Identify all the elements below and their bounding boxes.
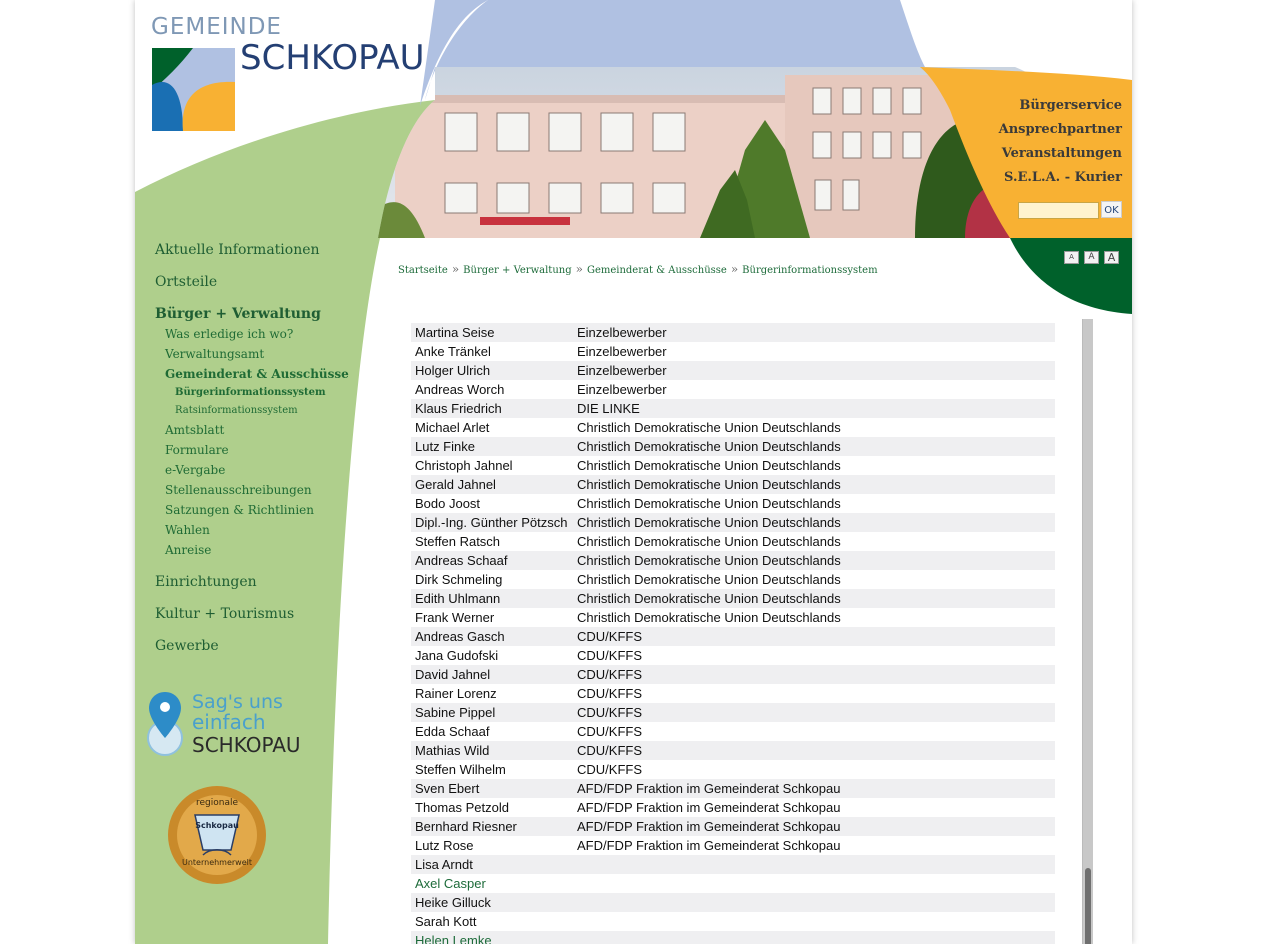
table-row bbox=[411, 494, 1055, 513]
member-party bbox=[573, 893, 1055, 912]
quicknav-ansprechpartner[interactable]: Ansprechpartner bbox=[998, 122, 1122, 137]
member-party bbox=[573, 931, 1055, 944]
seal-mid-text: Schkopau bbox=[195, 821, 239, 830]
nav-formulare[interactable]: Formulare bbox=[165, 443, 229, 457]
member-party: CDU/KFFS bbox=[573, 760, 1055, 779]
seal-bottom-text: Unternehmerwelt bbox=[181, 858, 253, 867]
table-row bbox=[411, 646, 1055, 665]
table-row bbox=[411, 608, 1055, 627]
table-row bbox=[411, 342, 1055, 361]
member-party: Christlich Demokratische Union Deutschlands bbox=[573, 589, 1055, 608]
table-row bbox=[411, 627, 1055, 646]
member-name: Sven Ebert bbox=[411, 779, 573, 798]
member-name: Andreas Gasch bbox=[411, 627, 573, 646]
sags-line3: SCHKOPAU bbox=[192, 733, 301, 757]
member-name: Edith Uhlmann bbox=[411, 589, 573, 608]
member-name: Dirk Schmeling bbox=[411, 570, 573, 589]
table-row bbox=[411, 817, 1055, 836]
member-name: Andreas Schaaf bbox=[411, 551, 573, 570]
member-name: Rainer Lorenz bbox=[411, 684, 573, 703]
member-party: AFD/FDP Fraktion im Gemeinderat Schkopau bbox=[573, 836, 1055, 855]
member-name: Heike Gilluck bbox=[411, 893, 573, 912]
member-party: Christlich Demokratische Union Deutschlands bbox=[573, 551, 1055, 570]
member-name: Sarah Kott bbox=[411, 912, 573, 931]
members-table bbox=[411, 323, 1055, 944]
table-row bbox=[411, 722, 1055, 741]
nav-einrichtungen[interactable]: Einrichtungen bbox=[155, 574, 257, 590]
quicknav-veranstaltungen[interactable]: Veranstaltungen bbox=[1001, 146, 1122, 161]
member-name: David Jahnel bbox=[411, 665, 573, 684]
member-name: Frank Werner bbox=[411, 608, 573, 627]
search-input[interactable] bbox=[1018, 202, 1099, 219]
member-name: Lutz Finke bbox=[411, 437, 573, 456]
member-party: Christlich Demokratische Union Deutschlands bbox=[573, 570, 1055, 589]
nav-ortsteile[interactable]: Ortsteile bbox=[155, 274, 218, 290]
nav-amtsblatt[interactable]: Amtsblatt bbox=[165, 423, 225, 437]
member-party bbox=[573, 874, 1055, 893]
table-row bbox=[411, 893, 1055, 912]
member-party: Christlich Demokratische Union Deutschlands bbox=[573, 456, 1055, 475]
sags-line2: einfach bbox=[192, 710, 266, 734]
member-party: CDU/KFFS bbox=[573, 684, 1055, 703]
table-row bbox=[411, 760, 1055, 779]
scrollbar-thumb[interactable] bbox=[1085, 868, 1091, 944]
member-name: Martina Seise bbox=[411, 323, 573, 342]
nav-gemeinderat-ausschuesse[interactable]: Gemeinderat & Ausschüsse bbox=[165, 367, 349, 381]
nav-buerger-verwaltung[interactable]: Bürger + Verwaltung bbox=[155, 306, 321, 322]
sags-line1: Sag's uns bbox=[192, 691, 283, 713]
table-row bbox=[411, 779, 1055, 798]
breadcrumb-separator: » bbox=[575, 262, 583, 276]
font-large-button[interactable]: A bbox=[1104, 251, 1119, 264]
search-ok-button[interactable]: OK bbox=[1101, 201, 1122, 218]
member-party bbox=[573, 912, 1055, 931]
table-row bbox=[411, 418, 1055, 437]
members-content bbox=[411, 323, 1055, 944]
member-name: Jana Gudofski bbox=[411, 646, 573, 665]
member-party: CDU/KFFS bbox=[573, 741, 1055, 760]
font-size-controls bbox=[1064, 251, 1119, 264]
member-name: Steffen Ratsch bbox=[411, 532, 573, 551]
member-party: AFD/FDP Fraktion im Gemeinderat Schkopau bbox=[573, 779, 1055, 798]
breadcrumb-startseite[interactable]: Startseite bbox=[398, 265, 448, 276]
logo-gemeinde: GEMEINDE bbox=[151, 14, 282, 40]
member-name: Dipl.-Ing. Günther Pötzsch bbox=[411, 513, 573, 532]
table-row bbox=[411, 323, 1055, 342]
table-row bbox=[411, 931, 1055, 944]
member-name: Lisa Arndt bbox=[411, 855, 573, 874]
table-row bbox=[411, 665, 1055, 684]
page-frame bbox=[135, 0, 1132, 944]
member-name-cell bbox=[411, 931, 573, 944]
table-row bbox=[411, 475, 1055, 494]
table-row bbox=[411, 361, 1055, 380]
member-party: Christlich Demokratische Union Deutschlands bbox=[573, 494, 1055, 513]
table-row bbox=[411, 532, 1055, 551]
breadcrumb-separator: » bbox=[730, 262, 739, 276]
member-name: Gerald Jahnel bbox=[411, 475, 573, 494]
member-name: Christoph Jahnel bbox=[411, 456, 573, 475]
member-party: AFD/FDP Fraktion im Gemeinderat Schkopau bbox=[573, 798, 1055, 817]
table-row bbox=[411, 570, 1055, 589]
member-party: DIE LINKE bbox=[573, 399, 1055, 418]
member-name: Bodo Joost bbox=[411, 494, 573, 513]
table-row bbox=[411, 437, 1055, 456]
table-row bbox=[411, 589, 1055, 608]
breadcrumb-gemeinderat[interactable]: Gemeinderat & Ausschüsse bbox=[586, 265, 727, 276]
table-row bbox=[411, 798, 1055, 817]
table-row bbox=[411, 703, 1055, 722]
table-row bbox=[411, 551, 1055, 570]
member-party: Christlich Demokratische Union Deutschlands bbox=[573, 437, 1055, 456]
member-party: CDU/KFFS bbox=[573, 665, 1055, 684]
table-row bbox=[411, 855, 1055, 874]
nav-buergerinformationssystem[interactable]: Bürgerinformationssystem bbox=[175, 387, 326, 398]
member-name: Sabine Pippel bbox=[411, 703, 573, 722]
nav-wahlen[interactable]: Wahlen bbox=[165, 523, 210, 537]
member-party: Einzelbewerber bbox=[573, 361, 1055, 380]
member-name: Mathias Wild bbox=[411, 741, 573, 760]
member-party: Einzelbewerber bbox=[573, 380, 1055, 399]
quicknav-buergerservice[interactable]: Bürgerservice bbox=[1019, 98, 1122, 113]
member-name: Bernhard Riesner bbox=[411, 817, 573, 836]
member-name-link[interactable]: Axel Casper bbox=[415, 876, 486, 891]
table-row bbox=[411, 456, 1055, 475]
member-party: Christlich Demokratische Union Deutschlands bbox=[573, 532, 1055, 551]
member-name: Andreas Worch bbox=[411, 380, 573, 399]
nav-was-erledige-ich-wo[interactable]: Was erledige ich wo? bbox=[165, 327, 294, 341]
member-name: Lutz Rose bbox=[411, 836, 573, 855]
member-name: Michael Arlet bbox=[411, 418, 573, 437]
member-party: AFD/FDP Fraktion im Gemeinderat Schkopau bbox=[573, 817, 1055, 836]
member-name-cell bbox=[411, 874, 573, 893]
member-name: Anke Tränkel bbox=[411, 342, 573, 361]
nav-kultur-tourismus[interactable]: Kultur + Tourismus bbox=[155, 606, 295, 622]
quick-nav bbox=[999, 94, 1122, 190]
table-row bbox=[411, 513, 1055, 532]
member-name: Holger Ulrich bbox=[411, 361, 573, 380]
nav-anreise[interactable]: Anreise bbox=[165, 543, 212, 557]
regionale-unternehmerwelt-seal[interactable] bbox=[167, 786, 267, 884]
seal-top-text: regionale bbox=[195, 798, 239, 808]
member-party: Christlich Demokratische Union Deutschlands bbox=[573, 513, 1055, 532]
nav-aktuelle-informationen[interactable]: Aktuelle Informationen bbox=[155, 242, 320, 258]
nav-satzungen-richtlinien[interactable]: Satzungen & Richtlinien bbox=[165, 503, 315, 517]
table-row bbox=[411, 684, 1055, 703]
logo-schkopau[interactable]: SCHKOPAU bbox=[240, 38, 425, 78]
member-party: Christlich Demokratische Union Deutschlands bbox=[573, 418, 1055, 437]
table-row bbox=[411, 836, 1055, 855]
font-small-button[interactable]: A bbox=[1064, 251, 1079, 264]
content-scrollbar[interactable] bbox=[1082, 319, 1093, 944]
member-party: CDU/KFFS bbox=[573, 646, 1055, 665]
table-row bbox=[411, 874, 1055, 893]
nav-ratsinformationssystem[interactable]: Ratsinformationssystem bbox=[175, 405, 298, 416]
table-row bbox=[411, 741, 1055, 760]
table-row bbox=[411, 380, 1055, 399]
member-name-link[interactable]: Helen Lemke bbox=[415, 933, 492, 944]
breadcrumb bbox=[398, 262, 878, 276]
nav-verwaltungsamt[interactable]: Verwaltungsamt bbox=[165, 347, 265, 361]
member-party: CDU/KFFS bbox=[573, 627, 1055, 646]
table-row bbox=[411, 912, 1055, 931]
member-party bbox=[573, 855, 1055, 874]
member-name: Edda Schaaf bbox=[411, 722, 573, 741]
nav-e-vergabe[interactable]: e-Vergabe bbox=[165, 463, 226, 477]
member-name: Steffen Wilhelm bbox=[411, 760, 573, 779]
member-name: Klaus Friedrich bbox=[411, 399, 573, 418]
breadcrumb-buergerinfo[interactable]: Bürgerinformationssystem bbox=[742, 265, 878, 276]
member-party: CDU/KFFS bbox=[573, 703, 1055, 722]
quicknav-sela-kurier[interactable]: S.E.L.A. - Kurier bbox=[1004, 170, 1122, 185]
table-row bbox=[411, 399, 1055, 418]
green-corner bbox=[1010, 238, 1132, 314]
member-name: Thomas Petzold bbox=[411, 798, 573, 817]
member-party: Einzelbewerber bbox=[573, 342, 1055, 361]
member-party: Einzelbewerber bbox=[573, 323, 1055, 342]
nav-gewerbe[interactable]: Gewerbe bbox=[155, 638, 219, 654]
breadcrumb-buerger-verwaltung[interactable]: Bürger + Verwaltung bbox=[463, 265, 572, 276]
nav-stellenausschreibungen[interactable]: Stellenausschreibungen bbox=[165, 483, 312, 497]
font-medium-button[interactable]: A bbox=[1084, 251, 1099, 264]
logo-mark bbox=[152, 48, 235, 131]
breadcrumb-separator: » bbox=[451, 262, 460, 276]
member-party: Christlich Demokratische Union Deutschlands bbox=[573, 475, 1055, 494]
main-navigation bbox=[155, 240, 380, 668]
member-party: CDU/KFFS bbox=[573, 722, 1055, 741]
member-party: Christlich Demokratische Union Deutschlands bbox=[573, 608, 1055, 627]
